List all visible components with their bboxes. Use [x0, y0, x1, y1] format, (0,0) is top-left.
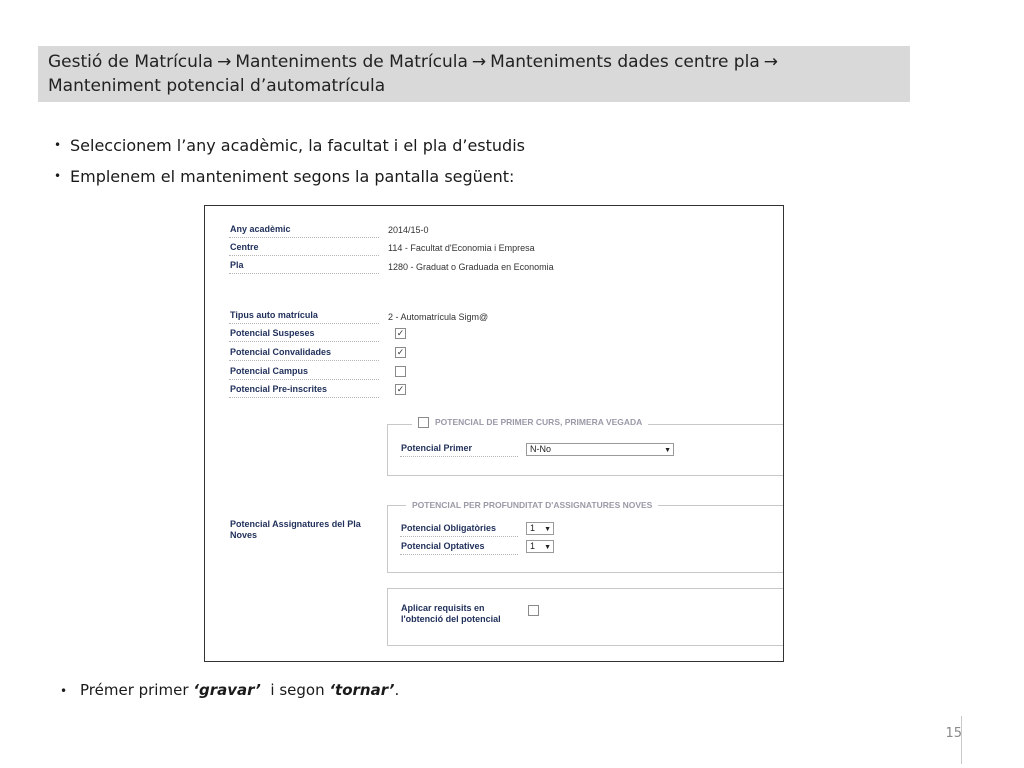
dropdown-arrow-icon: ▼ — [544, 526, 551, 533]
primer-select[interactable]: N-No ▼ — [526, 443, 674, 456]
tipus-value: 2 - Automatrícula Sigm@ — [388, 312, 489, 322]
profunditat-legend: POTENCIAL PER PROFUNDITAT D'ASSIGNATURES NOVES — [406, 500, 658, 510]
any-label: Any acadèmic — [230, 224, 291, 234]
optatives-label: Potencial Optatives — [401, 541, 485, 551]
title-part-4: Manteniment potencial d’automatrícula — [48, 76, 386, 96]
list-item: • Seleccionem l’any acadèmic, la facultat i el pla d’estudis — [54, 136, 525, 155]
primer-fieldset — [387, 417, 783, 476]
centre-label: Centre — [230, 242, 259, 252]
convalidades-checkbox[interactable]: ✓ — [396, 347, 405, 357]
obligatories-label: Potencial Obligatòries — [401, 523, 497, 533]
campus-label: Potencial Campus — [230, 366, 309, 376]
bottom-instruction: • Prémer primer ‘gravar’ i segon ‘tornar’. — [60, 681, 400, 699]
tipus-label: Tipus auto matrícula — [230, 310, 318, 320]
dropdown-arrow-icon: ▼ — [544, 544, 551, 551]
suspeses-label: Potencial Suspeses — [230, 328, 315, 338]
primer-checkbox[interactable] — [418, 417, 429, 428]
form-screenshot — [204, 205, 784, 662]
noves-label: Potencial Assignatures del Pla Noves — [230, 519, 361, 540]
arrow-icon: → — [217, 52, 232, 72]
any-value: 2014/15-0 — [388, 225, 429, 235]
preinscrites-label: Potencial Pre-inscrites — [230, 384, 328, 394]
requisits-checkbox[interactable] — [528, 605, 539, 616]
campus-checkbox[interactable] — [395, 366, 406, 377]
title-part-2: Manteniments de Matrícula — [235, 52, 468, 72]
dropdown-arrow-icon: ▼ — [664, 447, 671, 454]
bullet-list — [54, 130, 525, 192]
optatives-select[interactable]: 1 ▼ — [526, 540, 554, 553]
pla-value: 1280 - Graduat o Graduada en Economia — [388, 262, 554, 272]
slide-title — [38, 46, 910, 102]
convalidades-label: Potencial Convalidades — [230, 347, 332, 357]
arrow-icon: → — [471, 52, 487, 72]
requisits-fieldset — [387, 588, 783, 646]
profunditat-fieldset — [387, 500, 783, 573]
centre-value: 114 - Facultat d'Economia i Empresa — [388, 243, 535, 253]
suspeses-checkbox[interactable]: ✓ — [396, 328, 405, 338]
title-part-1: Gestió de Matrícula — [48, 52, 214, 72]
arrow-icon: → — [763, 52, 778, 72]
primer-label: Potencial Primer — [401, 443, 473, 453]
requisits-label: Aplicar requisits en l'obtenció del potencial — [401, 603, 501, 624]
obligatories-select[interactable]: 1 ▼ — [526, 522, 554, 535]
primer-legend: POTENCIAL DE PRIMER CURS, PRIMERA VEGADA — [435, 417, 643, 427]
title-part-3: Manteniments dades centre pla — [490, 52, 760, 72]
preinscrites-checkbox[interactable]: ✓ — [396, 384, 405, 394]
gravar-text: ‘gravar’ — [193, 681, 261, 699]
pla-label: Pla — [230, 260, 244, 270]
list-item: • Emplenem el manteniment segons la pantalla següent: — [54, 167, 515, 186]
page-number: 15 — [945, 726, 962, 741]
tornar-text: ‘tornar’ — [329, 681, 395, 699]
